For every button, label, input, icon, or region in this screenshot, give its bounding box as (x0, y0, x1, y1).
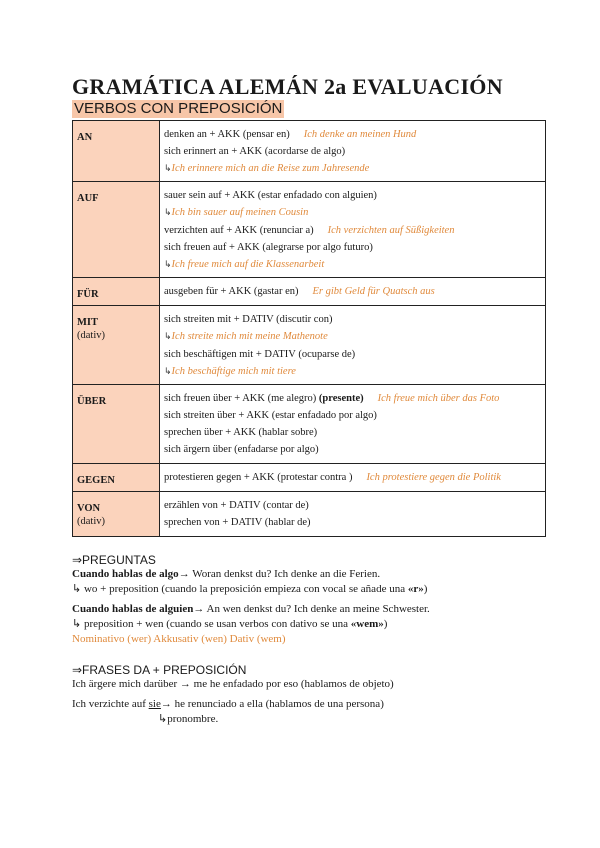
verb-line (164, 145, 541, 158)
verb-text: protestieren gegen + AKK (protestar contra ) (164, 472, 353, 483)
document-page (72, 74, 548, 727)
verb-text: sprechen über + AKK (hablar sobre) (164, 427, 318, 438)
frases-line-2-sub: ↳pronombre. (158, 713, 219, 725)
preposition-label: GEGEN (77, 475, 115, 486)
verb-text: sich streiten mit + DATIV (discutir con) (164, 314, 333, 325)
table-row (73, 492, 546, 537)
preposition-cell (73, 278, 160, 306)
preguntas-line-2-sub (72, 617, 548, 632)
table-row (73, 121, 546, 182)
sub-arrow-icon: ↳ (164, 367, 172, 377)
preguntas-sub-1-prefix: ↳ wo + preposition (cuando la preposición empieza con vocal se añade una (72, 583, 408, 595)
preguntas-heading: ⇒PREGUNTAS (72, 553, 156, 567)
section-subtitle: VERBOS CON PREPOSICIÓN (74, 100, 283, 117)
verb-line (164, 392, 541, 405)
sub-arrow-icon: ↳ (164, 208, 172, 218)
preguntas-sub-1-bold: «r» (407, 583, 424, 595)
verb-line (164, 348, 541, 361)
preguntas-line-2-bold: Cuando hablas de alguien (72, 603, 194, 615)
table-row (73, 464, 546, 492)
preposition-cell (73, 385, 160, 464)
example-sentence: Ich bin sauer auf meinen Cousin (171, 207, 309, 218)
verbs-cell (160, 121, 546, 182)
frases-line-2-prefix: Ich verzichte auf (72, 698, 149, 710)
verbs-cell (160, 464, 546, 492)
verb-line (164, 409, 541, 422)
verb-text: erzählen von + DATIV (contar de) (164, 500, 309, 511)
verb-bold-note: (presente) (318, 393, 364, 404)
example-sentence: Ich denke an meinen Hund (303, 129, 417, 140)
preguntas-line-1-sub (72, 582, 548, 597)
verb-text: verzichten auf + AKK (renunciar a) (164, 225, 314, 236)
page-title: GRAMÁTICA ALEMÁN 2a EVALUACIÓN (72, 74, 503, 99)
preposition-cell (73, 182, 160, 278)
verb-line (164, 471, 541, 484)
preguntas-sub-2-prefix: ↳ preposition + wen (cuando se usan verbos con dativo se una (72, 618, 351, 630)
preposition-label: AN (77, 132, 93, 143)
preguntas-sub-1-suffix: ) (423, 583, 428, 595)
preguntas-line-1-bold: Cuando hablas de algo (72, 568, 179, 580)
preguntas-sub-2-bold: «wem» (350, 618, 384, 630)
verb-text: sauer sein auf + AKK (estar enfadado con alguien) (164, 190, 377, 201)
example-sentence: Ich beschäftige mich mit tiere (171, 366, 296, 377)
preposition-label: AUF (77, 193, 99, 204)
preposition-case-note: (dativ) (77, 516, 105, 527)
verb-line (164, 285, 541, 298)
preposition-label: VON (77, 503, 101, 514)
preposition-cell (73, 121, 160, 182)
verb-line (164, 241, 541, 254)
cases-line: Nominativo (wer) Akkusativ (wen) Dativ (wem) (72, 633, 286, 645)
example-sentence: Ich verzichten auf Süßigkeiten (327, 225, 455, 236)
sub-arrow-icon: ↳ (164, 164, 172, 174)
verb-text: sich freuen über + AKK (me alegro) (164, 393, 317, 404)
verb-line (164, 499, 541, 512)
preguntas-line-2-rest: → An wen denkst du? Ich denke an meine Schwester. (193, 603, 430, 615)
preposition-label: ÜBER (77, 396, 107, 407)
sub-arrow-icon: ↳ (164, 260, 172, 270)
verb-text: sich ärgern über (enfadarse por algo) (164, 444, 319, 455)
table-row (73, 278, 546, 306)
verb-text: sich erinnert an + AKK (acordarse de algo) (164, 146, 346, 157)
verb-line (164, 189, 541, 202)
verbs-cell (160, 306, 546, 385)
frases-line-2-rest: → he renunciado a ella (hablamos de una persona) (160, 698, 384, 710)
table-row (73, 306, 546, 385)
verbs-cell (160, 182, 546, 278)
verbs-cell (160, 492, 546, 537)
preguntas-line-1 (72, 567, 548, 582)
verb-line (164, 426, 541, 439)
verb-text: sich freuen auf + AKK (alegrarse por algo futuro) (164, 242, 373, 253)
example-sentence: Er gibt Geld für Quatsch aus (312, 286, 435, 297)
verb-text: sprechen von + DATIV (hablar de) (164, 517, 311, 528)
example-line (164, 258, 541, 272)
example-sentence: Ich erinnere mich an die Reise zum Jahresende (171, 163, 370, 174)
sub-arrow-icon: ↳ (164, 332, 172, 342)
verbs-cell (160, 385, 546, 464)
preguntas-sub-2-suffix: ) (383, 618, 388, 630)
example-sentence: Ich freue mich auf die Klassenarbeit (171, 259, 325, 270)
verbs-table-body (73, 121, 546, 537)
verb-line (164, 128, 541, 141)
example-line (164, 206, 541, 220)
preposition-cell (73, 492, 160, 537)
example-sentence: Ich streite mich mit meine Mathenote (171, 331, 328, 342)
verb-text: sich beschäftigen mit + DATIV (ocuparse de) (164, 349, 356, 360)
preposition-cell (73, 464, 160, 492)
preguntas-line-1-rest: → Woran denkst du? Ich denke an die Ferien. (178, 568, 381, 580)
preguntas-line-2 (72, 602, 548, 617)
example-line (164, 365, 541, 379)
verb-line (164, 516, 541, 529)
verbs-table (72, 120, 546, 537)
verb-text: denken an + AKK (pensar en) (164, 129, 290, 140)
preposition-case-note: (dativ) (77, 330, 105, 341)
frases-line-2 (72, 697, 548, 712)
example-line (164, 162, 541, 176)
verbs-cell (160, 278, 546, 306)
example-sentence: Ich freue mich über das Foto (377, 393, 500, 404)
example-sentence: Ich protestiere gegen die Politik (366, 472, 501, 483)
table-row (73, 182, 546, 278)
preposition-label: MIT (77, 317, 98, 328)
verb-text: sich streiten über + AKK (estar enfadado por algo) (164, 410, 377, 421)
preposition-cell (73, 306, 160, 385)
example-line (164, 330, 541, 344)
verb-line (164, 224, 541, 237)
verb-line (164, 313, 541, 326)
frases-line-1: Ich ärgere mich darüber → me he enfadado por eso (hablamos de objeto) (72, 678, 394, 690)
frases-heading: ⇒FRASES DA + PREPOSICIÓN (72, 663, 247, 677)
verb-text: ausgeben für + AKK (gastar en) (164, 286, 299, 297)
verb-line (164, 443, 541, 456)
table-row (73, 385, 546, 464)
frases-line-2-underlined: sie (148, 698, 161, 710)
preposition-label: FÜR (77, 289, 99, 300)
